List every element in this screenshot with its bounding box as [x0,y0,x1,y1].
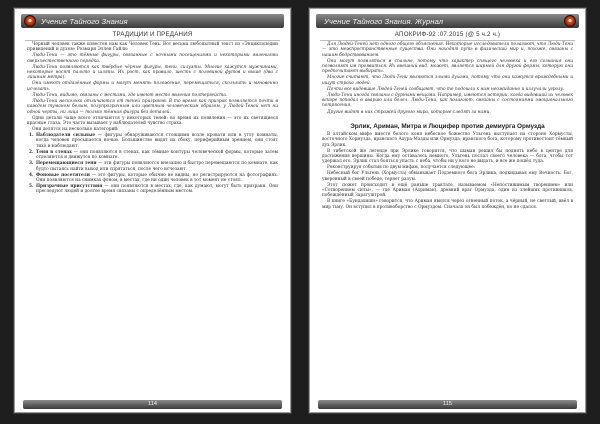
section-heading: ТРАДИЦИИ И ПРЕДАНИЯ [25,31,280,41]
paragraph: В книге «Бундахишн» говорится, что Ариман явился через огненный поток, а чёрный, не светлый, ввёл в мир тьму. Он вступил в противоборство с Ормуздом. Сначала он был побеждён, но не сдался. [322,199,573,210]
paragraph: Они имеют отдалённые формы и могут менять положение, перемещаться, скользить и мгновенно исчезать. [27,81,278,92]
page-number: 114 [23,400,282,409]
page-number: 115 [318,400,577,409]
paragraph: Люди-Тени появляются как твёрдые чёрные фигуры, тени, силуэты. Многие кажутся мужчинами, некоторые носят пальто и шляпы. Их рост, как правило, шесть с половиной футов и выше (два с лишним метра). [27,64,278,81]
right-page [309,8,586,413]
paragraph: Люди-Тени, видимо, связаны с местами, где имеют место явления полтергейста. [32,92,228,98]
emblem-icon [564,15,576,27]
paragraph: Они делятся на несколько категорий: [32,127,119,133]
page-header [316,14,579,28]
paragraph: Для Людей-Теней нет одного общего объяснения. Некоторые исследователи полагают, что Люди-Тени — это межпространственные существа. Они находят путь в физический мир и, похоже, связаны с нашим бодрствованием. [322,42,573,58]
paragraph: Небесный бог Ульгень (Хормуста) обманывает Подземного бога Эрлика, подкидывая ему Вечность. Бог, уверенный в своей победе, теряет разум. [322,171,573,182]
list-item [27,150,278,161]
paragraph: Люди-Тени — это тёмные фигуры, связанные с ночными посещениями и некоторыми явлениями сверхъестественного порядка. [27,53,278,64]
paragraph: Этот сюжет происходит в ещё раньше трактате, называемом «Непостижимым творением» или «Сотворением силы», — где Ариман (Ахриман), древний враг Ормузда, один из злейших противников, побеждённый Заратуштрой. [322,182,573,199]
list-lead: Призрачные присутствия [36,183,103,189]
emblem-icon [24,15,36,27]
paragraph: Почти все видевшие Людей-Теней сообщают, что те подошли к ним неожиданно и излучали угрозу. [327,86,565,92]
list-text: — они появляются в стенах, как тёмные контуры человеческой формы, которые затем отделяются и движутся по комнате. [36,149,278,161]
header-title: Учение Тайного Знания. Журнал [324,16,444,26]
paragraph: Одни детали чаще всего отличаются у некоторых теней: во время их появления — это их светящиеся красные глаза. Это часто вызывает у наблюдателей чувство страха. [27,115,278,126]
list-text: — эти фигуры появляются внезапно и быстро перемещаются по комнате, как будто пытаясь найти выход или спрятаться, после чего исчезают. [36,161,278,172]
paragraph: Реконструируя события по двум мифам, получается следующее: [327,165,476,171]
paragraph: Они могут появляться в спальне, потому что характер спящего человека и его сознания они позволяют им проявиться. Их внешний вид, может, является ширмой для другой формы, которую они предпочитают выбирать. [322,58,573,75]
paragraph: В тибетской же легенде при Эрлике говорится, что шаман решил бы поднять небо в центре для достижения вершины. Когда ему оставалось немного, Ульгень послал своего человека — бога, чтобы тот удержал его. Эрлик стал бояться упасть с неба, чтобы ни у кого не выдать, и все же пошёл туда. [322,148,573,165]
paragraph: Люди-Тени несколько отличаются от теней призраков. В то время как призрак появляется почти в каждом туманом белым, полупрозрачным или цветным человеческим образом, у Людей-Теней нет ни одной черты, ни лица — только тёмная фигура без деталей. [27,98,278,115]
list-text: — фигуры обнаруживаются стоящими возле кровати или в углу комнаты, когда человек просыпается ночью. Большинство видят их сбоку, периферийным зрением, они стоят тихо и наблюдают. [36,133,278,149]
left-page [14,8,291,413]
list-item [27,133,278,149]
list-item [27,173,278,184]
section-spacer [322,116,573,121]
paragraph: Многие считают, что Люди-Тени являются злыми духами, потому что они кажутся враждебными и ищут страха людей. [322,75,573,86]
list-lead: Перемещающиеся тени [36,161,97,167]
issue-line: АПОКРИФ-92 :07.2015 (@ 5 ч.2 ч.) [320,31,575,41]
list-text: — они появляются в местах, где, как думают, могут быть призраки. Они преследуют людей и долгое время связаны с определённым местом. [36,183,279,195]
paragraph: Черный человек также известен нам как Человек Тень. Вот весьма любопытный текст из «Энциклопедии привидений и духов» Розмари Эллен Гайли: [27,42,278,53]
list-item [27,184,278,195]
list-lead: Фоновые посетители [36,172,90,178]
page-body [322,42,573,211]
list-number: 1. [29,133,34,139]
paragraph: Люди-Тени иногда связаны с дурными вещами. Например, имеются истории, когда видевший их человек вскоре попадал в аварию или болел. Люди-Тени, как полагают, связаны с состояниями эмоционального потрясения. [322,92,573,109]
header-title: Учение Тайного Знания [41,16,128,26]
list-lead: Тени в стенах [36,149,72,155]
article-title: Эрлик, Ариман, Митра и Люцифер против демиурга Ормузда [350,122,545,130]
page-header [21,14,284,28]
list-number: 2. [29,149,34,155]
paragraph: Другие видят в них стражей другого мира, которые следят за нами. [327,109,491,115]
list-lead: Наблюдатели сильные [36,133,96,139]
paragraph: В алтайском мифе вместе белого коня небесное божество Ульгень выступает на стороне Хормусты, восточного Хормузда, иранского Ахура-Мазды или Ормузда, иранского бога, которому противостоит тёмный дух Эрлик. [322,131,573,148]
page-body [27,42,278,195]
list-text: — это фигуры, которые обычно не видны, но регистрируются на фотографиях. Они появляются на снимках фоном, в местах, где ни один человек в тот момент не стоял. [36,172,278,183]
list-item [27,161,278,172]
list-number: 4. [29,172,34,178]
list-number: 3. [29,161,34,167]
list-number: 5. [29,183,34,189]
